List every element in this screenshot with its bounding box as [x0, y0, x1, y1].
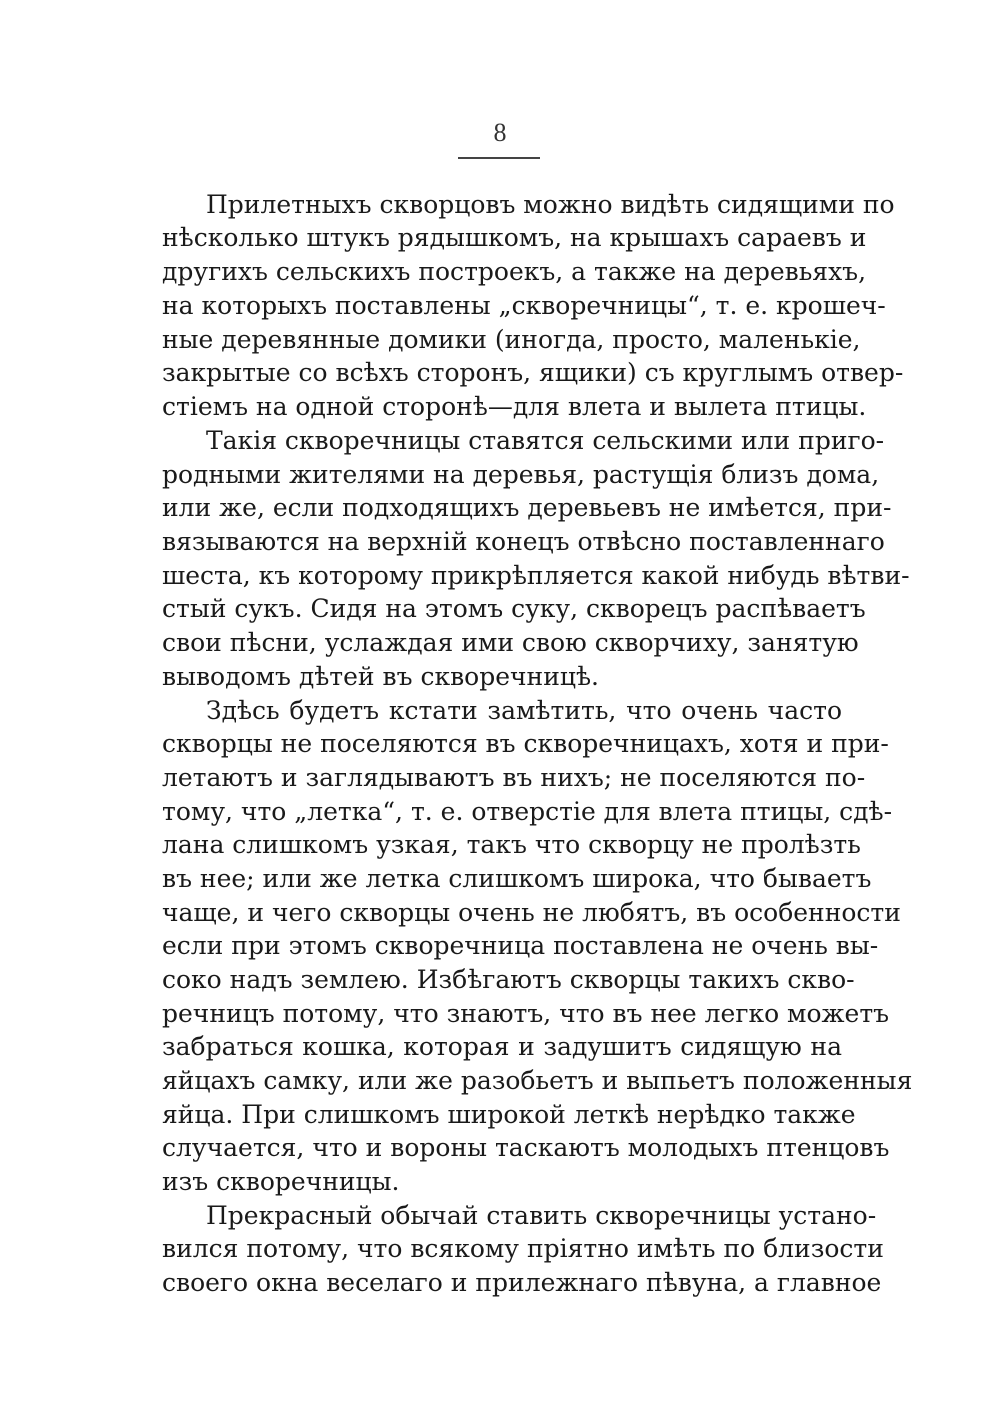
text-line: изъ скворечницы. — [162, 1167, 400, 1196]
text-line: яйцахъ самку, или же разобьетъ и выпьетъ положенныя — [162, 1066, 913, 1095]
text-line: яйца. При слишкомъ широкой леткѣ нерѣдко также — [162, 1100, 856, 1129]
text-line: Такія скворечницы ставятся сельскими или приго- — [206, 426, 885, 455]
text-line: Прекрасный обычай ставить скворечницы устано- — [206, 1201, 877, 1230]
text-line: случается, что и вороны таскаютъ молодыхъ птенцовъ — [162, 1133, 890, 1162]
text-line: чаще, и чего скворцы очень не любятъ, въ особенности — [162, 898, 901, 927]
text-line: своего окна веселаго и прилежнаго пѣвуна, а главное — [162, 1268, 882, 1297]
text-line: нѣсколько штукъ рядышкомъ, на крышахъ сараевъ и — [162, 223, 867, 252]
text-line: или же, если подходящихъ деревьевъ не имѣется, при- — [162, 493, 892, 522]
text-line: ные деревянные домики (иногда, просто, маленькіе, — [162, 325, 861, 354]
text-line: Здѣсь будетъ кстати замѣтить, что очень часто — [206, 696, 842, 725]
text-line: свои пѣсни, услаждая ими свою скворчиху, занятую — [162, 628, 859, 657]
text-line: скворцы не поселяются въ скворечницахъ, хотя и при- — [162, 729, 889, 758]
text-line: другихъ сельскихъ построекъ, а также на деревьяхъ, — [162, 257, 867, 286]
text-line: лана слишкомъ узкая, такъ что скворцу не пролѣзть — [162, 830, 861, 859]
text-line: Прилетныхъ скворцовъ можно видѣть сидящими по — [206, 190, 895, 219]
text-line: тому, что „летка“, т. е. отверстіе для влета птицы, сдѣ- — [162, 797, 893, 826]
text-line: соко надъ землею. Избѣгаютъ скворцы такихъ скво- — [162, 965, 855, 994]
text-line: на которыхъ поставлены „скворечницы“, т. е. крошеч- — [162, 291, 886, 320]
text-line: речницъ потому, что знаютъ, что въ нее легко можетъ — [162, 999, 890, 1028]
text-line: стый сукъ. Сидя на этомъ суку, скворецъ распѣваетъ — [162, 594, 866, 623]
text-line: закрытые со всѣхъ сторонъ, ящики) съ круглымъ отвер- — [162, 358, 904, 387]
header-rule — [458, 157, 540, 159]
text-line: родными жителями на деревья, растущія близъ дома, — [162, 460, 880, 489]
text-line: выводомъ дѣтей въ скворечницѣ. — [162, 662, 599, 691]
text-line: шеста, къ которому прикрѣпляется какой нибудь вѣтви- — [162, 561, 910, 590]
text-line: вился потому, что всякому пріятно имѣть по близости — [162, 1234, 884, 1263]
text-line: если при этомъ скворечница поставлена не очень вы- — [162, 931, 879, 960]
text-line: забраться кошка, которая и задушитъ сидящую на — [162, 1032, 842, 1061]
text-line: въ нее; или же летка слишкомъ широка, что бываетъ — [162, 864, 872, 893]
text-line: летаютъ и заглядываютъ въ нихъ; не поселяются по- — [162, 763, 866, 792]
text-line: стіемъ на одной сторонѣ—для влета и вылета птицы. — [162, 392, 867, 421]
text-line: вязываются на верхній конецъ отвѣсно поставленнаго — [162, 527, 885, 556]
page-number: 8 — [493, 118, 507, 147]
